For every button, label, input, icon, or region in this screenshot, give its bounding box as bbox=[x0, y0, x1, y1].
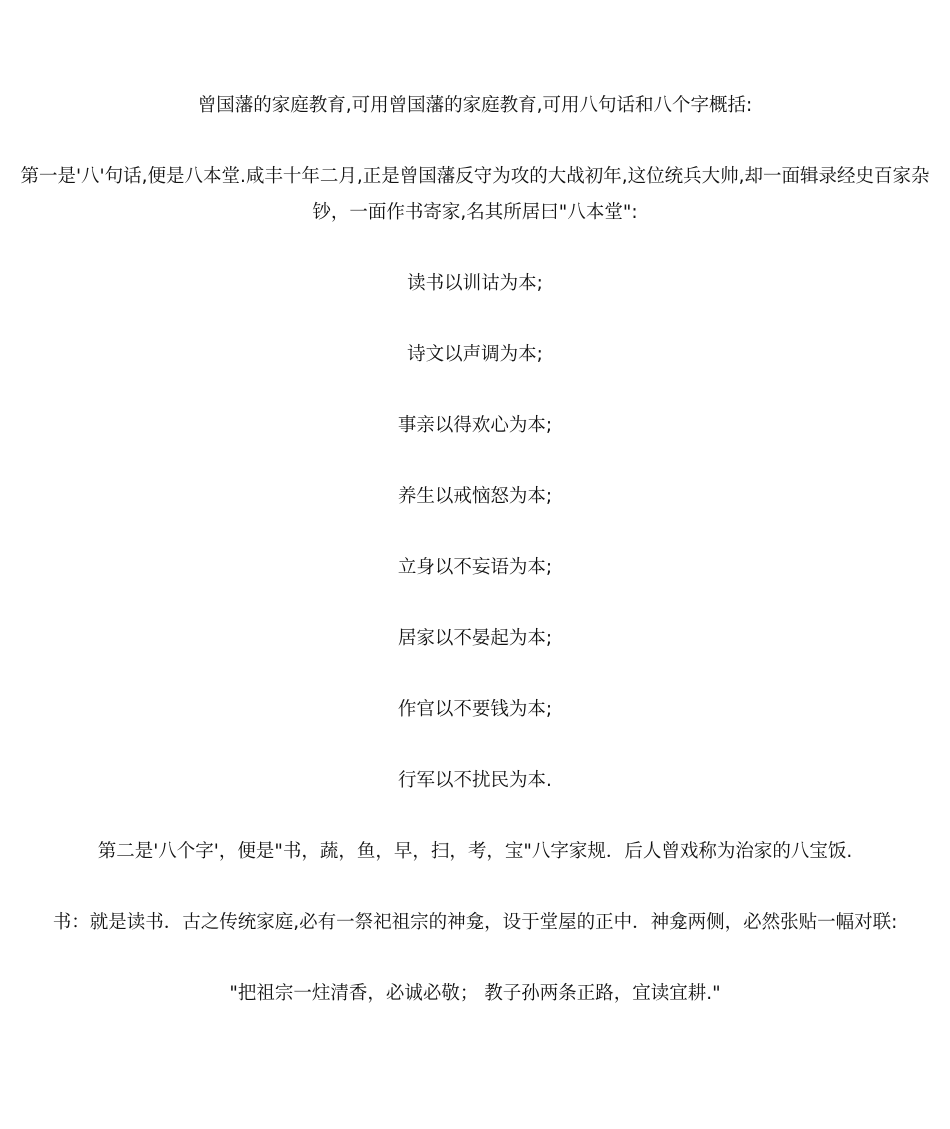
second-point-paragraph: 第二是'八个字'，便是"书，蔬，鱼，早，扫，考，宝"八字家规．后人曾戏称为治家的八宝饭. bbox=[97, 841, 853, 862]
first-point-paragraph: 第一是'八'句话,便是八本堂.咸丰十年二月,正是曾国藩反守为攻的大战初年,这位统兵大帅,却一面辑录经史百家杂钞，一面作书寄家,名其所居曰"八本堂": bbox=[20, 166, 930, 223]
maxim-line: 居家以不晏起为本; bbox=[397, 628, 553, 649]
maxim-line: 读书以训诂为本; bbox=[407, 273, 543, 294]
maxim-line: 作官以不要钱为本; bbox=[397, 699, 553, 720]
maxim-line: 行军以不扰民为本. bbox=[398, 770, 552, 791]
maxim-line: 事亲以得欢心为本; bbox=[397, 415, 553, 436]
intro-paragraph: 曾国藩的家庭教育,可用曾国藩的家庭教育,可用八句话和八个字概括: bbox=[197, 95, 753, 116]
maxim-line: 养生以戒恼怒为本; bbox=[397, 486, 553, 507]
book-explanation-paragraph: 书：就是读书．古之传统家庭,必有一祭祀祖宗的神龛，设于堂屋的正中．神龛两侧，必然张贴一幅对联: bbox=[52, 912, 898, 933]
maxim-line: 诗文以声调为本; bbox=[407, 344, 543, 365]
document-body bbox=[8, 88, 942, 1047]
couplet-paragraph: "把祖宗一炷清香，必诚必敬； 教子孙两条正路，宜读宜耕." bbox=[229, 983, 721, 1004]
maxim-line: 立身以不妄语为本; bbox=[397, 557, 553, 578]
